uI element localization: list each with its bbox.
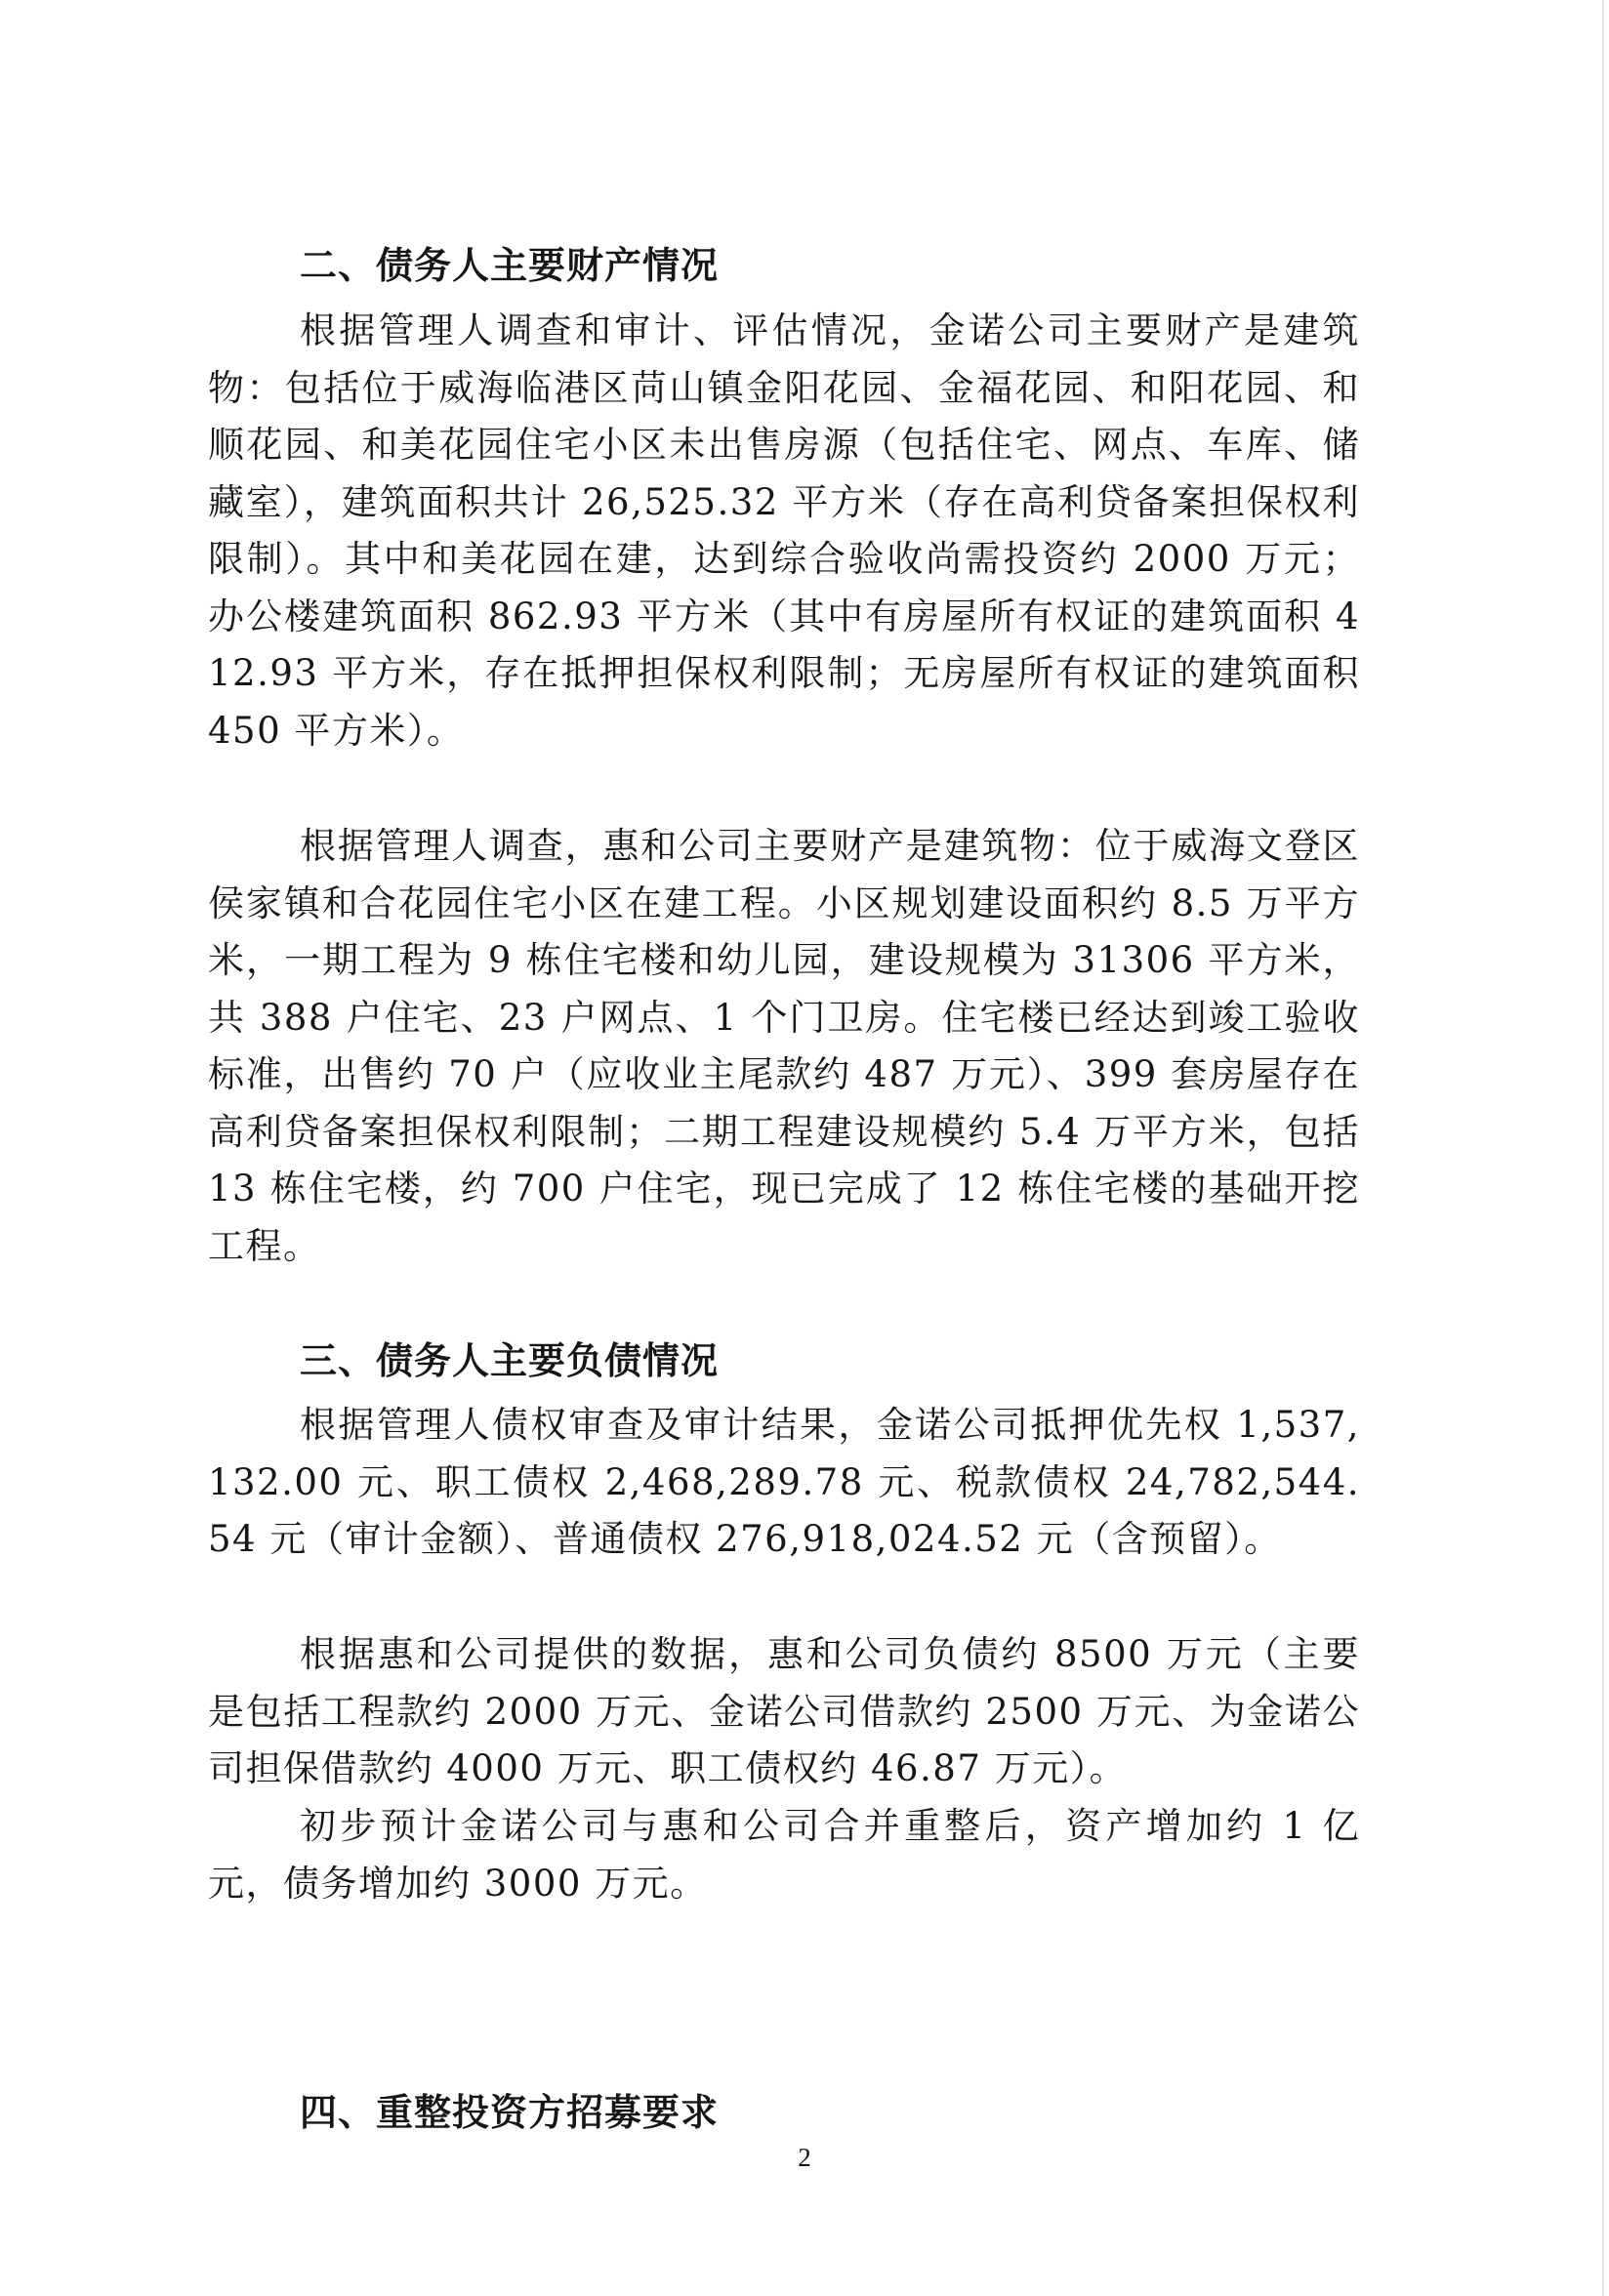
paragraph-huihe-assets: 根据管理人调查，惠和公司主要财产是建筑物：位于威海文登区侯家镇和合花园住宅小区在建工程。小区规划建设面积约 8.5 万平方米，一期工程为 9 栋住宅楼和幼儿园，建设规模为 31306 平方米，共 388 户住宅、23 户网点、1 个门卫房。住宅楼已经达到竣工验收标准，出售约 70 户（应收业主尾款约 487 万元）、399 套房屋存在高利贷备案担保权利限制；二期工程建设规模约 5.4 万平方米，包括 13 栋住宅楼，约 700 户住宅，现已完成了 12 栋住宅楼的基础开挖工程。 [208,825,1360,1267]
page-edge-line [1602,0,1604,2296]
page-number: 2 [798,2143,811,2172]
paragraph-merger-estimate: 初步预计金诺公司与惠和公司合并重整后，资产增加约 1 亿元，债务增加约 3000 万元。 [208,1805,1360,1905]
paragraph-jinnuo-liabilities: 根据管理人债权审查及审计结果，金诺公司抵押优先权 1,537,132.00 元、职工债权 2,468,289.78 元、税款债权 24,782,544.54 元（审计金额）、普通债权 276,918,024.52 元（含预留）。 [208,1404,1360,1560]
section-heading-investor-requirements: 四、重整投资方招募要求 [300,2090,720,2134]
section-heading-liabilities: 三、债务人主要负债情况 [300,1338,720,1382]
paragraph-huihe-liabilities: 根据惠和公司提供的数据，惠和公司负债约 8500 万元（主要是包括工程款约 2000 万元、金诺公司借款约 2500 万元、为金诺公司担保借款约 4000 万元、职工债权约 46.87 万元）。 [208,1633,1360,1789]
section-heading-assets: 二、债务人主要财产情况 [300,243,720,287]
paragraph-jinnuo-assets: 根据管理人调查和审计、评估情况，金诺公司主要财产是建筑物：包括位于威海临港区苘山镇金阳花园、金福花园、和阳花园、和顺花园、和美花园住宅小区未出售房源（包括住宅、网点、车库、储藏室），建筑面积共计 26,525.32 平方米（存在高利贷备案担保权利限制）。其中和美花园在建，达到综合验收尚需投资约 2000 万元；办公楼建筑面积 862.93 平方米（其中有房屋所有权证的建筑面积 412.93 平方米，存在抵押担保权利限制；无房屋所有权证的建筑面积 450 平方米）。 [208,309,1360,752]
